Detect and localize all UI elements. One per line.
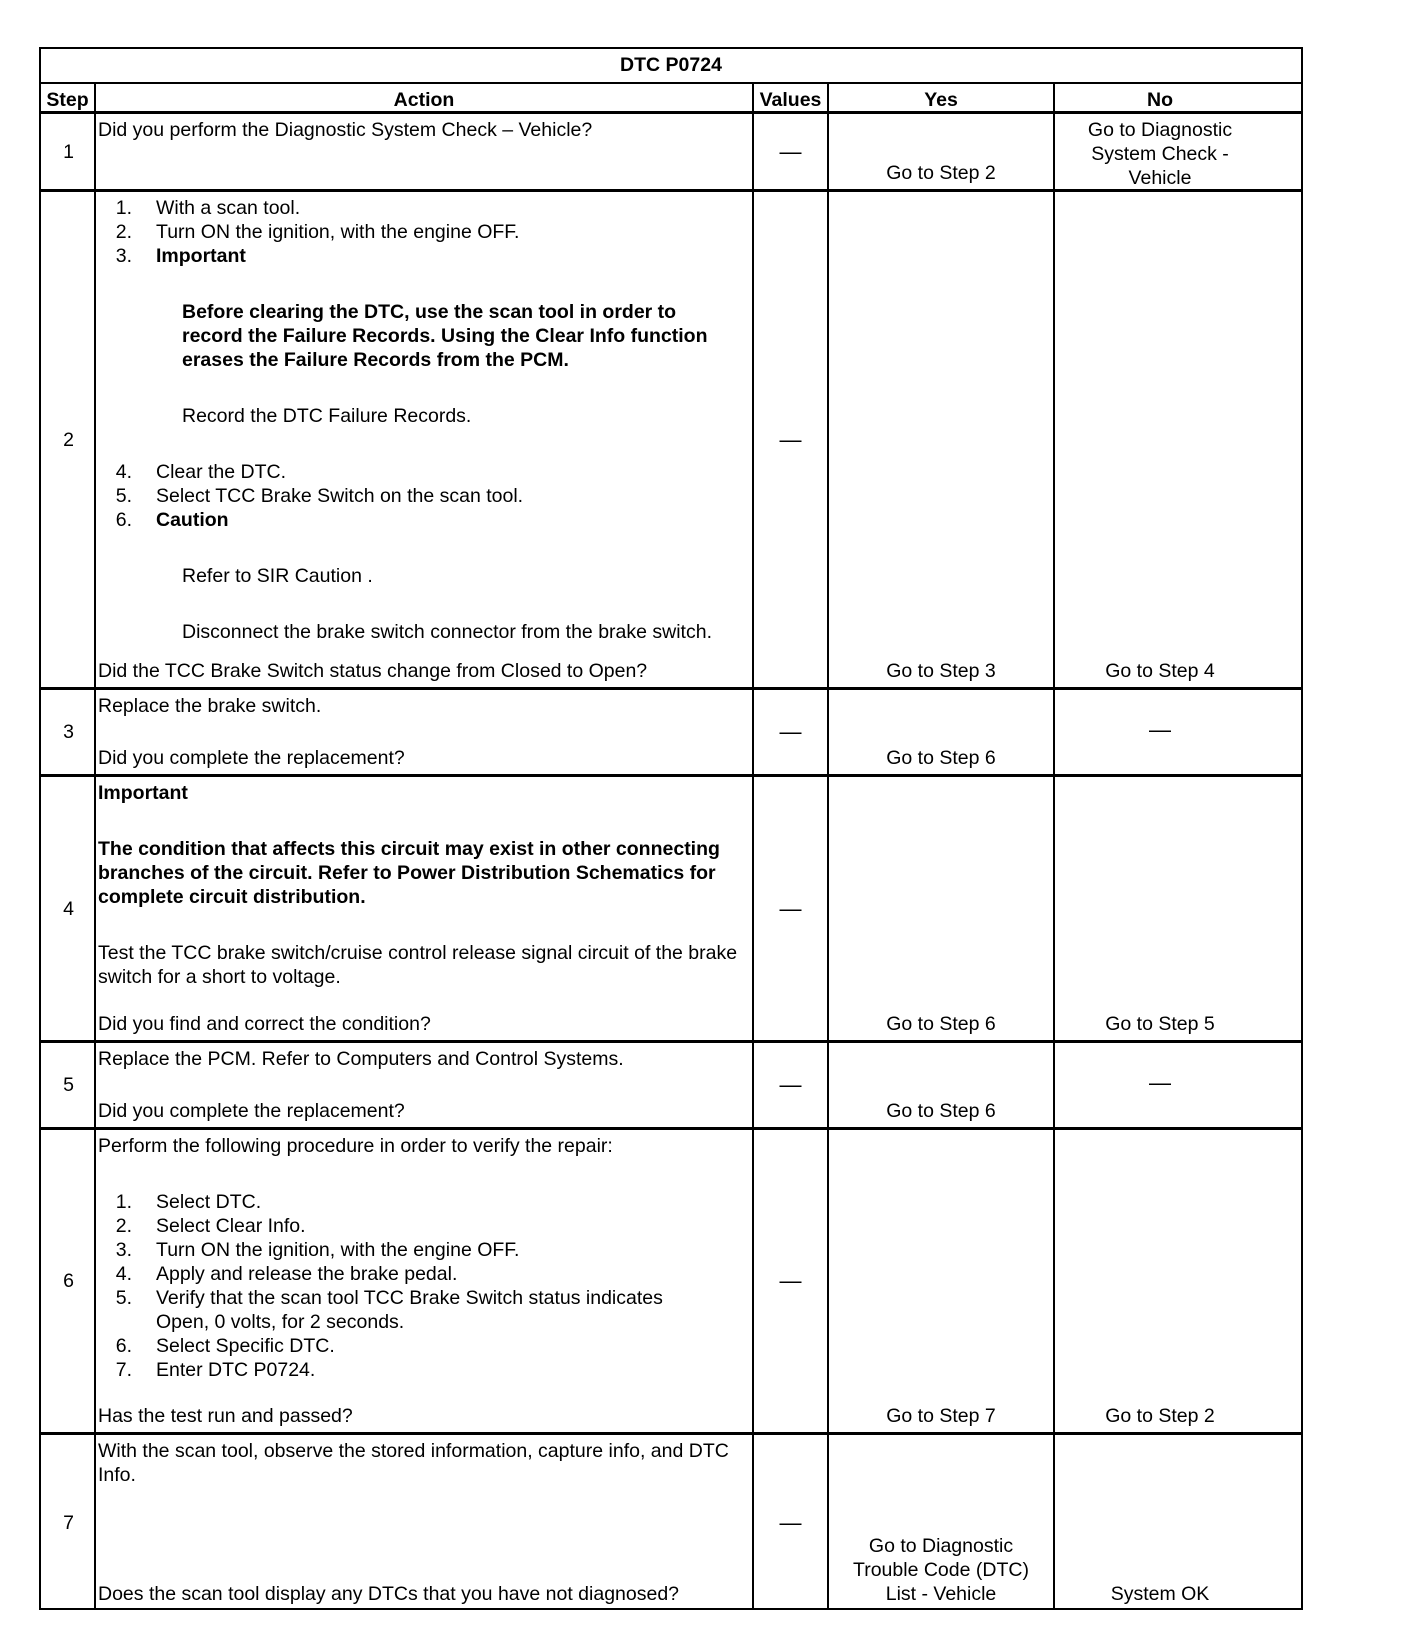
no-text: Go to Step 2 xyxy=(1105,1405,1215,1427)
important-note: Before clearing the DTC, use the scan tool in order to record the Failure Records. Using the Clear Info function erases the Failure Records from the PCM. xyxy=(182,301,708,371)
yes-link[interactable] xyxy=(829,1435,1053,1610)
no-text: Go to Diagnostic System Check - Vehicle xyxy=(1087,119,1233,189)
action-question: Did you complete the replacement? xyxy=(98,747,405,769)
important-note: The condition that affects this circuit may exist in other connecting branches of the circuit. Refer to Power Distribution Schematics for complete circuit distribution. xyxy=(98,838,720,908)
step-number: 1 xyxy=(63,140,74,163)
yes-text: Go to Step 7 xyxy=(886,1405,996,1427)
action-question: Did you complete the replacement? xyxy=(98,1100,405,1122)
instruction-text: With the scan tool, observe the stored information, capture info, and DTC Info. xyxy=(98,1440,729,1486)
caution-text: Refer to SIR Caution . xyxy=(182,565,373,587)
yes-link[interactable] xyxy=(829,777,1053,1040)
important-heading: Important xyxy=(98,782,188,804)
no-value xyxy=(1055,1043,1265,1127)
instruction-text: Replace the PCM. Refer to Computers and Control Systems. xyxy=(98,1048,624,1070)
list-item: 5. Select TCC Brake Switch on the scan tool. xyxy=(115,485,524,507)
dtc-table xyxy=(39,47,1303,1610)
step-values: — xyxy=(779,719,802,744)
yes-link[interactable] xyxy=(829,114,1053,189)
list-item: 3. Important xyxy=(115,245,246,267)
no-text: Go to Step 4 xyxy=(1105,660,1215,682)
yes-text: Go to Step 6 xyxy=(886,1013,996,1035)
step-number: 4 xyxy=(63,897,74,920)
no-link[interactable] xyxy=(1055,192,1265,687)
action-question: Does the scan tool display any DTCs that you have not diagnosed? xyxy=(98,1583,680,1605)
list-item: 2. Select Clear Info. xyxy=(115,1215,306,1237)
no-value xyxy=(1055,690,1265,774)
instruction-text: Disconnect the brake switch connector from the brake switch. xyxy=(182,621,712,643)
step-values: — xyxy=(779,426,802,452)
step-action xyxy=(98,1435,750,1610)
no-text: — xyxy=(1149,1070,1171,1095)
list-item: 2. Turn ON the ignition, with the engine OFF. xyxy=(115,221,520,243)
list-item: 1. With a scan tool. xyxy=(115,197,301,219)
step-number: 6 xyxy=(63,1270,74,1292)
no-result xyxy=(1055,1435,1265,1610)
instruction-text: Perform the following procedure in order to verify the repair: xyxy=(98,1135,613,1157)
list-item: 1. Select DTC. xyxy=(115,1191,262,1213)
action-question: Did you find and correct the condition? xyxy=(98,1013,431,1035)
yes-text: Go to Step 3 xyxy=(886,660,996,682)
no-text: System OK xyxy=(1110,1583,1210,1605)
header-yes: Yes xyxy=(924,89,958,111)
yes-text: Go to Step 6 xyxy=(886,1100,996,1122)
step-number: 2 xyxy=(63,428,74,451)
action-question: Did the TCC Brake Switch status change from Closed to Open? xyxy=(98,660,648,682)
step-action xyxy=(98,1130,750,1432)
list-item: 4. Apply and release the brake pedal. xyxy=(115,1263,458,1285)
action-question: Did you perform the Diagnostic System Check – Vehicle? xyxy=(98,119,593,141)
header-step: Step xyxy=(46,89,89,111)
no-text: — xyxy=(1149,717,1171,742)
yes-link[interactable] xyxy=(829,690,1053,774)
step-action xyxy=(98,114,750,189)
instruction-text: Record the DTC Failure Records. xyxy=(182,405,472,427)
yes-text: Go to Step 6 xyxy=(886,747,996,769)
header-no: No xyxy=(1147,89,1173,111)
list-item: 3. Turn ON the ignition, with the engine OFF. xyxy=(115,1239,520,1261)
no-link[interactable] xyxy=(1055,1130,1265,1432)
table-title: DTC P0724 xyxy=(620,54,722,76)
step-values: — xyxy=(779,1072,802,1097)
yes-link[interactable] xyxy=(829,1043,1053,1127)
step-action xyxy=(98,1043,750,1127)
no-text: Go to Step 5 xyxy=(1105,1013,1215,1035)
list-item: 5. Verify that the scan tool TCC Brake Switch status indicates Open, 0 volts, for 2 seconds. xyxy=(115,1287,663,1333)
action-question: Has the test run and passed? xyxy=(98,1405,353,1427)
list-item: 6. Caution xyxy=(115,509,229,531)
no-link[interactable] xyxy=(1055,114,1265,189)
instruction-text: Test the TCC brake switch/cruise control release signal circuit of the brake switch for a short to voltage. xyxy=(98,942,738,988)
step-action xyxy=(98,777,750,1040)
yes-text: Go to Diagnostic Trouble Code (DTC) List - Vehicle xyxy=(853,1535,1029,1605)
list-item: 7. Enter DTC P0724. xyxy=(115,1359,316,1381)
step-values: — xyxy=(779,138,802,164)
yes-link[interactable] xyxy=(829,192,1053,687)
step-values: — xyxy=(779,1268,802,1293)
yes-text: Go to Step 2 xyxy=(886,162,996,184)
step-values: — xyxy=(779,895,802,921)
list-item: 6. Select Specific DTC. xyxy=(115,1335,335,1357)
step-number: 5 xyxy=(63,1074,74,1096)
instruction-text: Replace the brake switch. xyxy=(98,695,322,717)
step-action xyxy=(98,690,750,774)
no-link[interactable] xyxy=(1055,777,1265,1040)
yes-link[interactable] xyxy=(829,1130,1053,1432)
header-values: Values xyxy=(759,89,822,111)
step-action xyxy=(98,192,750,687)
step-number: 7 xyxy=(63,1511,74,1534)
header-action: Action xyxy=(393,89,455,111)
step-number: 3 xyxy=(63,721,74,743)
list-item: 4. Clear the DTC. xyxy=(115,461,287,483)
step-values: — xyxy=(779,1509,802,1535)
